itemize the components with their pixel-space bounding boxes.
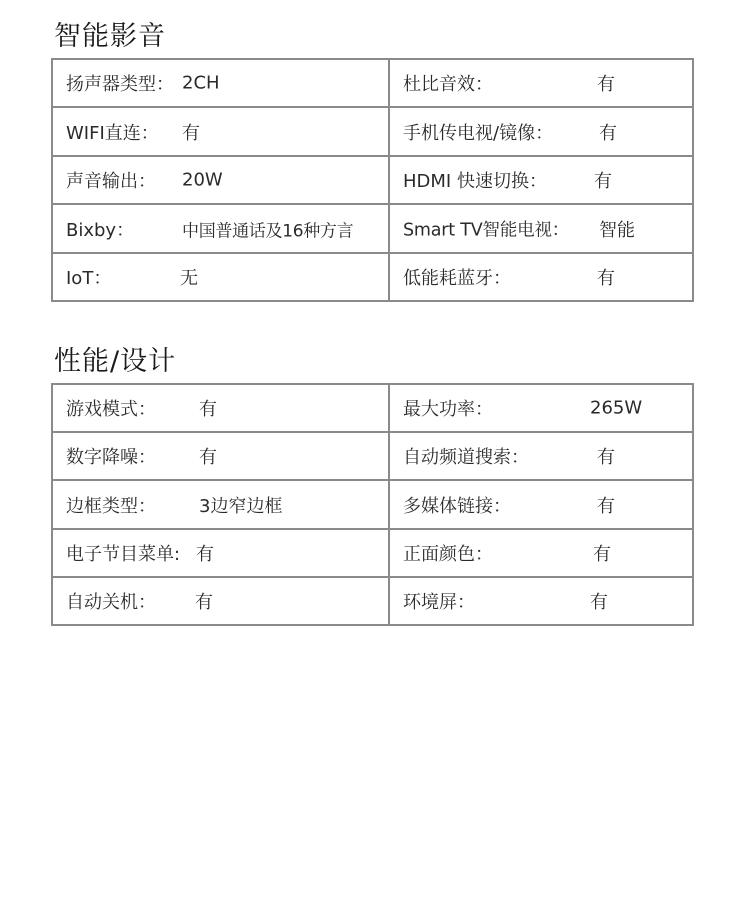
- spec-label: Bixby：: [66, 219, 135, 241]
- table-row: [52, 480, 693, 529]
- spec-cell: [389, 432, 693, 480]
- spec-value: 有: [597, 447, 615, 468]
- spec-cell: [52, 577, 389, 625]
- spec-label: IoT：: [66, 268, 112, 289]
- table-row: [52, 156, 693, 204]
- spec-value: 有: [597, 74, 615, 95]
- spec-value: 20W: [182, 169, 223, 191]
- spec-value: 有: [196, 544, 214, 565]
- spec-label: 声音输出：: [66, 171, 156, 192]
- spec-label: 自动关机：: [66, 592, 156, 613]
- spec-cell: [389, 529, 693, 577]
- spec-label: 最大功率：: [403, 399, 493, 420]
- spec-value: 有: [594, 171, 612, 192]
- table-row: [52, 432, 693, 480]
- table-row: [52, 59, 693, 107]
- spec-value: 有: [599, 122, 617, 144]
- spec-value: 有: [182, 122, 200, 144]
- spec-cell: [389, 204, 693, 253]
- spec-cell: [52, 384, 389, 432]
- spec-label: 手机传电视/镜像：: [403, 122, 554, 144]
- spec-value: 2CH: [182, 72, 220, 94]
- spec-cell: [52, 253, 389, 301]
- spec-cell: [389, 253, 693, 301]
- spec-value: 265W: [590, 397, 643, 419]
- spec-label: 扬声器类型：: [66, 74, 174, 95]
- section-title-smart-av: 智能影音: [54, 21, 166, 52]
- spec-label: 杜比音效：: [403, 74, 493, 95]
- table-row: [52, 253, 693, 301]
- table-row: [52, 384, 693, 432]
- spec-value: 中国普通话及16种方言: [182, 221, 354, 241]
- spec-label: 电子节目菜单:: [66, 544, 181, 565]
- spec-cell: [52, 529, 389, 577]
- spec-label: 自动频道搜索：: [403, 447, 529, 468]
- table-row: [52, 577, 693, 625]
- spec-value: 有: [195, 592, 213, 613]
- spec-cell: [52, 432, 389, 480]
- spec-table-performance-design: [51, 383, 694, 626]
- section-title-performance-design: 性能/设计: [54, 346, 177, 377]
- spec-value: 无: [180, 268, 198, 289]
- spec-label: 游戏模式：: [66, 399, 156, 420]
- spec-cell: [52, 59, 389, 107]
- spec-label: 低能耗蓝牙：: [403, 268, 511, 289]
- spec-cell: [389, 577, 693, 625]
- spec-value: 有: [597, 268, 615, 289]
- spec-value: 有: [199, 447, 217, 468]
- table-row: [52, 107, 693, 156]
- spec-cell: [52, 480, 389, 529]
- spec-label: 多媒体链接：: [403, 495, 511, 517]
- spec-cell: [389, 384, 693, 432]
- spec-cell: [52, 204, 389, 253]
- spec-label: 环境屏：: [403, 592, 475, 613]
- table-row: [52, 529, 693, 577]
- spec-label: 边框类型：: [66, 495, 156, 517]
- spec-label: WIFI直连：: [66, 122, 159, 144]
- spec-table-smart-av: [51, 58, 694, 302]
- table-row: [52, 204, 693, 253]
- spec-cell: [389, 156, 693, 204]
- spec-cell: [52, 107, 389, 156]
- spec-label: HDMI 快速切换：: [403, 171, 547, 192]
- spec-cell: [389, 480, 693, 529]
- spec-value: 智能: [599, 219, 635, 241]
- spec-label: Smart TV智能电视：: [403, 220, 570, 240]
- spec-label: 正面颜色：: [403, 544, 493, 565]
- spec-cell: [389, 59, 693, 107]
- spec-value: 有: [590, 592, 608, 613]
- spec-cell: [389, 107, 693, 156]
- spec-value: 有: [199, 399, 217, 420]
- spec-cell: [52, 156, 389, 204]
- spec-value: 有: [593, 544, 611, 565]
- spec-value: 3边窄边框: [199, 495, 283, 517]
- spec-value: 有: [597, 495, 615, 517]
- spec-label: 数字降噪：: [66, 447, 156, 468]
